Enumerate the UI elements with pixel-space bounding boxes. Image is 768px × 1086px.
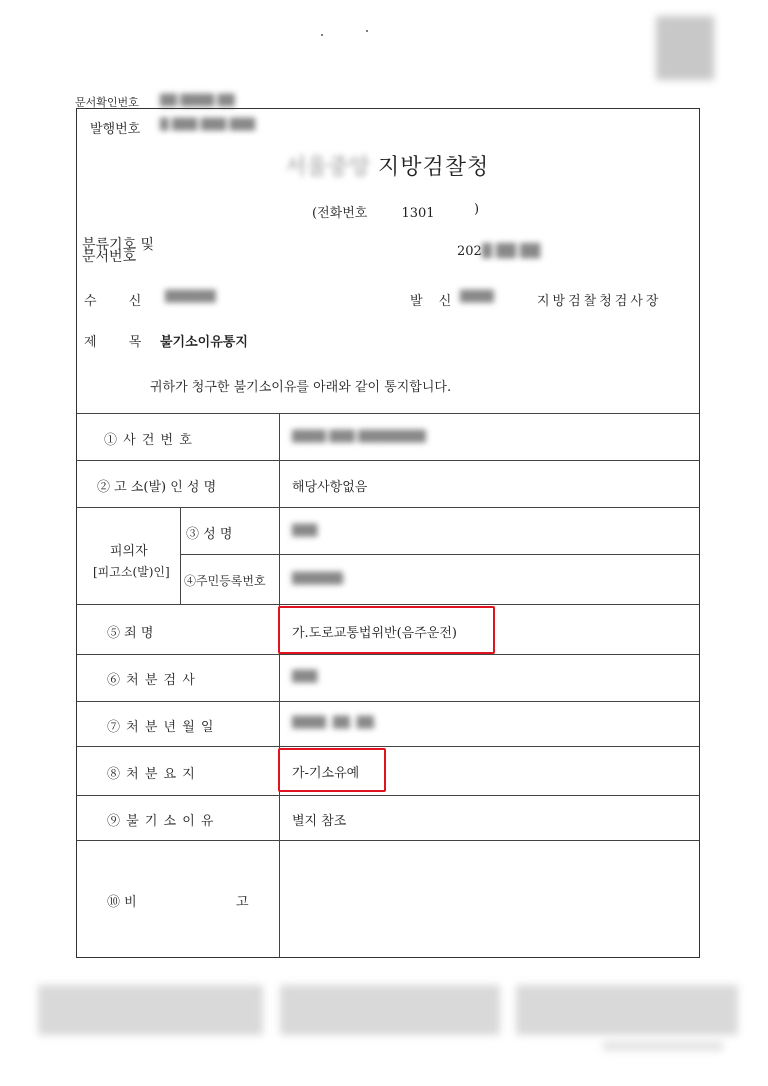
redacted-footer [38, 985, 738, 1055]
phone-label: (전화번호 [312, 206, 368, 221]
doc-confirm-value-redacted: ██ ████ ██ [160, 94, 235, 107]
reason-value: 별지 참조 [292, 814, 347, 829]
classification-label-line2: 문서번호 [82, 249, 137, 265]
suspect-name-value-redacted: ███ [292, 524, 318, 537]
charge-label: ⑤ 죄 명 [107, 626, 154, 641]
suspect-label-line2: [피고소(발)인] [93, 565, 170, 579]
row-divider [77, 460, 699, 461]
disposition-date-value-redacted: ████. ██. ██. [292, 716, 378, 729]
disposition-summary-label: ⑧ 처 분 요 지 [107, 767, 196, 782]
charge-value: 가.도로교통법위반(음주운전) [292, 626, 457, 641]
column-divider [279, 413, 280, 957]
row-divider [77, 507, 699, 508]
office-title: 지방검찰청 [378, 155, 490, 180]
remarks-label: ⑩ 비 [107, 895, 137, 910]
disposition-summary-value: 가-기소유예 [292, 766, 360, 781]
redacted-footer-block [280, 985, 500, 1035]
recipient-label: 수 신 [84, 294, 156, 309]
recipient-value-redacted: ██████ [165, 290, 216, 303]
classification-label-line1: 분류기호 및 [82, 237, 155, 253]
complainant-label: ② 고 소(발) 인 성 명 [97, 480, 217, 495]
date-prefix: 202 [457, 244, 482, 259]
subject-value: 불기소이유통지 [160, 335, 248, 350]
column-divider-suspect [180, 507, 181, 604]
suspect-name-label: ③ 성 명 [186, 527, 233, 542]
phone-value: 1301 [401, 206, 435, 221]
phone-line [312, 202, 435, 221]
suspect-id-value-redacted: ██████- [292, 572, 347, 585]
sender-title: 지방검찰청검사장 [537, 294, 662, 309]
reason-label: ⑨ 불 기 소 이 유 [107, 814, 215, 829]
issue-number-label: 발행번호 [90, 122, 141, 137]
row-divider [77, 840, 699, 841]
intro-text: 귀하가 청구한 불기소이유를 아래와 같이 통지합니다. [150, 380, 452, 395]
sender-label: 발 신 [410, 294, 458, 309]
prosecutor-label: ⑥ 처 분 검 사 [107, 673, 196, 688]
redacted-footer-block [516, 985, 738, 1035]
phone-close-paren: ) [474, 202, 480, 217]
scan-speck [366, 30, 368, 32]
document-frame [76, 108, 700, 958]
case-number-label: ① 사 건 번 호 [104, 433, 193, 448]
row-divider [77, 604, 699, 605]
classification-label [82, 238, 154, 266]
remarks-label-end: 고 [236, 895, 249, 910]
table-top-border [77, 413, 699, 414]
row-divider [180, 554, 699, 555]
redacted-footer-line [603, 1041, 723, 1051]
scan-speck [321, 34, 323, 36]
document-date [457, 244, 540, 259]
issue-number-value-redacted: █ ███ ███ ███ [160, 118, 256, 131]
redacted-seal-mark [656, 16, 714, 80]
subject-label: 제 목 [84, 335, 156, 350]
complainant-value: 해당사항없음 [292, 480, 368, 495]
date-redacted: █ ██ ██ [481, 244, 541, 259]
office-region-redacted: 서울중앙 [285, 155, 371, 180]
row-divider [77, 746, 699, 747]
case-number-value-redacted: ████ ███ ████████ [292, 430, 426, 443]
sender-region-redacted: ████ [460, 290, 494, 303]
suspect-label-line1: 피의자 [110, 544, 148, 559]
doc-confirm-label: 문서확인번호 [75, 96, 139, 109]
suspect-id-label: ④주민등록번호 [184, 574, 266, 588]
row-divider [77, 701, 699, 702]
disposition-date-label: ⑦ 처 분 년 월 일 [107, 720, 215, 735]
row-divider [77, 795, 699, 796]
row-divider [77, 654, 699, 655]
redacted-footer-block [38, 985, 263, 1035]
prosecutor-value-redacted: ███ [292, 670, 318, 683]
